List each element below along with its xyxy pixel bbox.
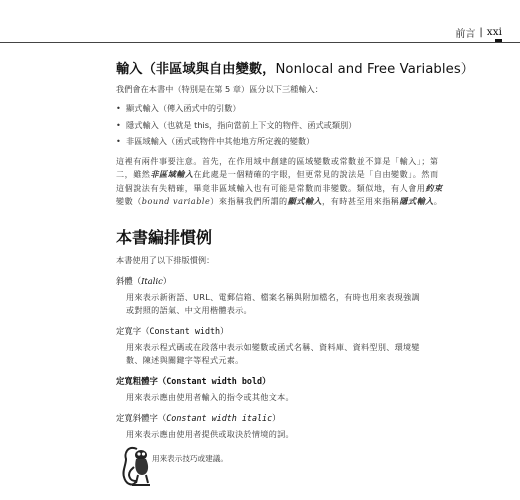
page-number: xxi <box>486 26 502 38</box>
section-title-latin: Nonlocal and Free Variables） <box>275 62 475 77</box>
page-content <box>116 58 508 495</box>
lemur-tip-icon <box>122 445 152 489</box>
convention-desc: 用來表示程式碼或在段落中表示如變數或函式名稱、資料庫、資料型別、環境變 數、陳述與關鍵字等程式元素。 <box>126 341 420 365</box>
para-line: 二，雖然非區域輸入在此處是一個精確的字眼，但更常見的說法是「自由變數」。然而 <box>116 169 439 179</box>
header-separator: | <box>479 26 483 38</box>
convention-term-constant-width: 定寬字（Constant width） <box>116 325 229 336</box>
tip-box <box>116 447 508 495</box>
emphasis-latin: bound variable <box>141 196 211 206</box>
list-item: • 隱式輸入（也就是 this，指向當前上下文的物件、函式或類別） <box>116 117 508 134</box>
bullet-icon: • <box>116 136 121 146</box>
section-heading-inputs <box>116 58 508 77</box>
conventions-heading: 本書編排慣例 <box>116 227 213 247</box>
convention-term-constant-width-italic: 定寬斜體字（Constant width italic） <box>116 412 281 423</box>
bullet-icon: • <box>116 119 121 130</box>
convention-desc: 用來表示應由使用者提供或取決於情境的詞。 <box>126 428 294 439</box>
para-line: 這個說法有失精確，畢竟非區域輸入也有可能是常數而非變數。類似地，有人會用約束 <box>116 182 443 193</box>
emphasis-term: 約束 <box>425 182 443 193</box>
input-types-list <box>116 100 508 150</box>
bullet-icon: • <box>116 103 121 113</box>
emphasis-term: 非區域輸入 <box>150 169 194 179</box>
convention-desc: 用來表示新術語、URL、電郵信箱、檔案名稱與附加檔名，有時也用來表現強調 或對照的語氣、中文用楷體表示。 <box>126 291 420 315</box>
list-item: • 顯式輸入（傳入函式中的引數） <box>116 100 508 117</box>
convention-term-constant-width-bold: 定寬粗體字（Constant width bold） <box>116 375 271 386</box>
inputs-intro: 我們會在本書中（特別是在第 5 章）區分以下三種輸入： <box>116 84 323 94</box>
convention-term-italic: 斜體（Italic） <box>116 275 172 286</box>
convention-desc: 用來表示應由使用者輸入的指令或其他文本。 <box>126 391 294 402</box>
running-header <box>455 25 502 39</box>
para-line: 這裡有兩件事要注意。首先，在作用域中創建的區域變數或常數並不算是「輸入」；第 <box>116 155 439 166</box>
conventions-intro: 本書使用了以下排版慣例： <box>116 254 215 265</box>
para-line: 變數（bound variable）來指稱我們所謂的顯式輸入，有時甚至用來指稱隱式輸入。 <box>116 196 443 206</box>
list-item: • 非區域輸入（函式或物件中其他地方所定義的變數） <box>116 133 508 150</box>
header-rule <box>0 42 520 43</box>
emphasis-term: 顯式輸入 <box>287 196 323 206</box>
emphasis-term: 隱式輸入 <box>399 196 434 206</box>
inputs-paragraph <box>116 155 508 209</box>
header-section: 前言 <box>455 28 476 40</box>
section-title: 輸入（非區域與自由變數， <box>116 62 276 77</box>
tip-text: 用來表示技巧或建議。 <box>152 453 228 463</box>
